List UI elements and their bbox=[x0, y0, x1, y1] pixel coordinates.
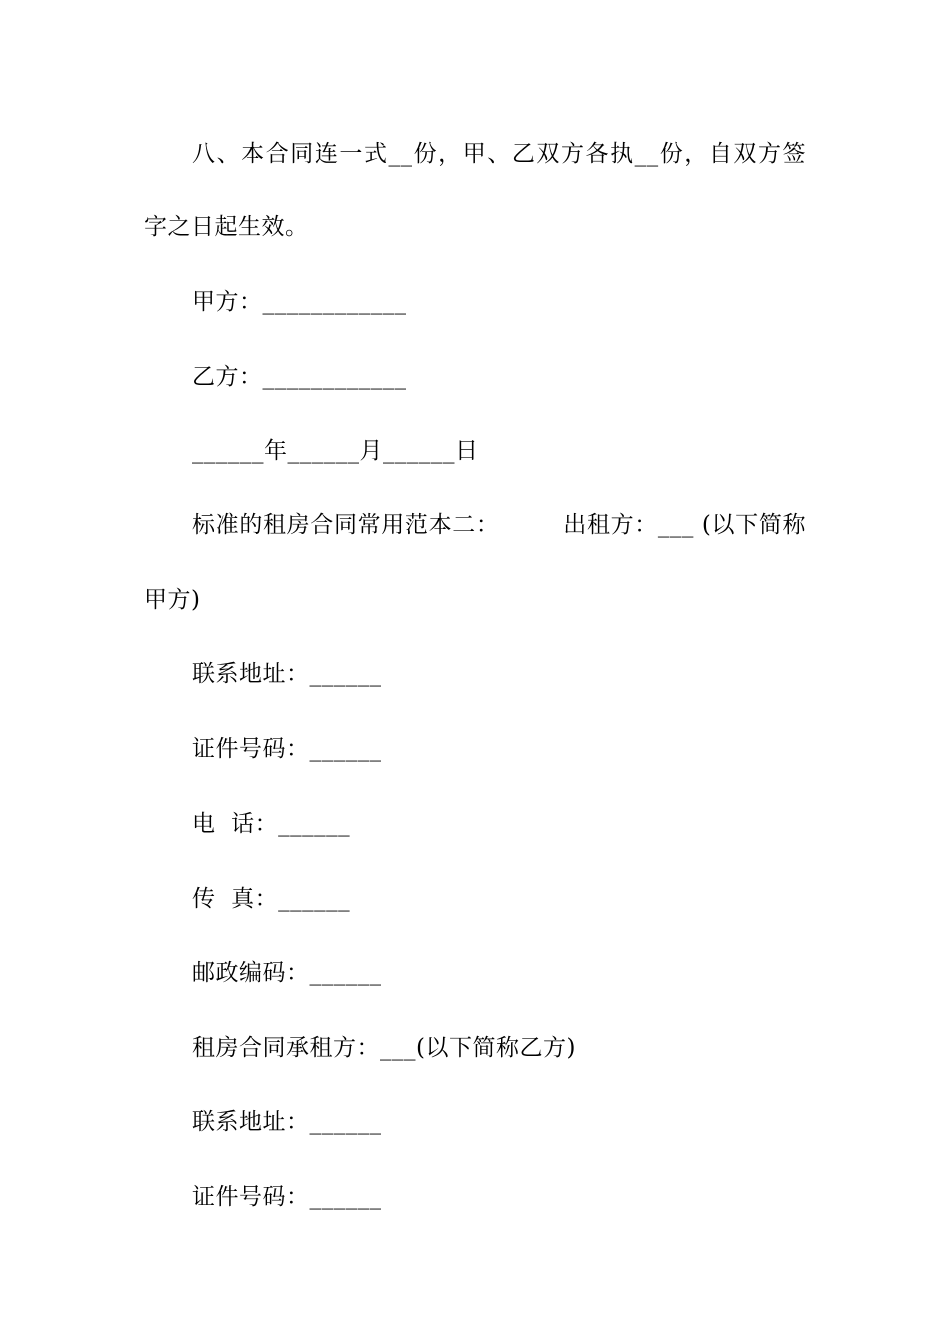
clause-eight-line-2: 字之日起生效。 bbox=[144, 214, 309, 240]
date-line: ______年______月______日 bbox=[192, 438, 479, 464]
clause-eight-line-1: 八、本合同连一式__份，甲、乙双方各执__份，自双方签 bbox=[192, 141, 806, 167]
lessor-fax-field: 传 真：______ bbox=[192, 886, 351, 912]
lessee-address-field: 联系地址：______ bbox=[192, 1109, 382, 1135]
template-two-heading-line-1: 标准的租房合同常用范本二： 出租方：___ (以下简称 bbox=[192, 512, 806, 538]
lessee-id-number-field: 证件号码：______ bbox=[192, 1184, 382, 1210]
party-b-signature-line: 乙方：____________ bbox=[192, 364, 407, 390]
lessor-phone-field: 电 话：______ bbox=[192, 811, 351, 837]
party-a-signature-line: 甲方：____________ bbox=[192, 289, 407, 315]
lessee-heading-line: 租房合同承租方：___(以下简称乙方) bbox=[192, 1035, 576, 1061]
lessor-address-field: 联系地址：______ bbox=[192, 661, 382, 687]
lessor-postcode-field: 邮政编码：______ bbox=[192, 960, 382, 986]
lessor-id-number-field: 证件号码：______ bbox=[192, 736, 382, 762]
template-two-heading-line-2: 甲方) bbox=[144, 587, 201, 613]
